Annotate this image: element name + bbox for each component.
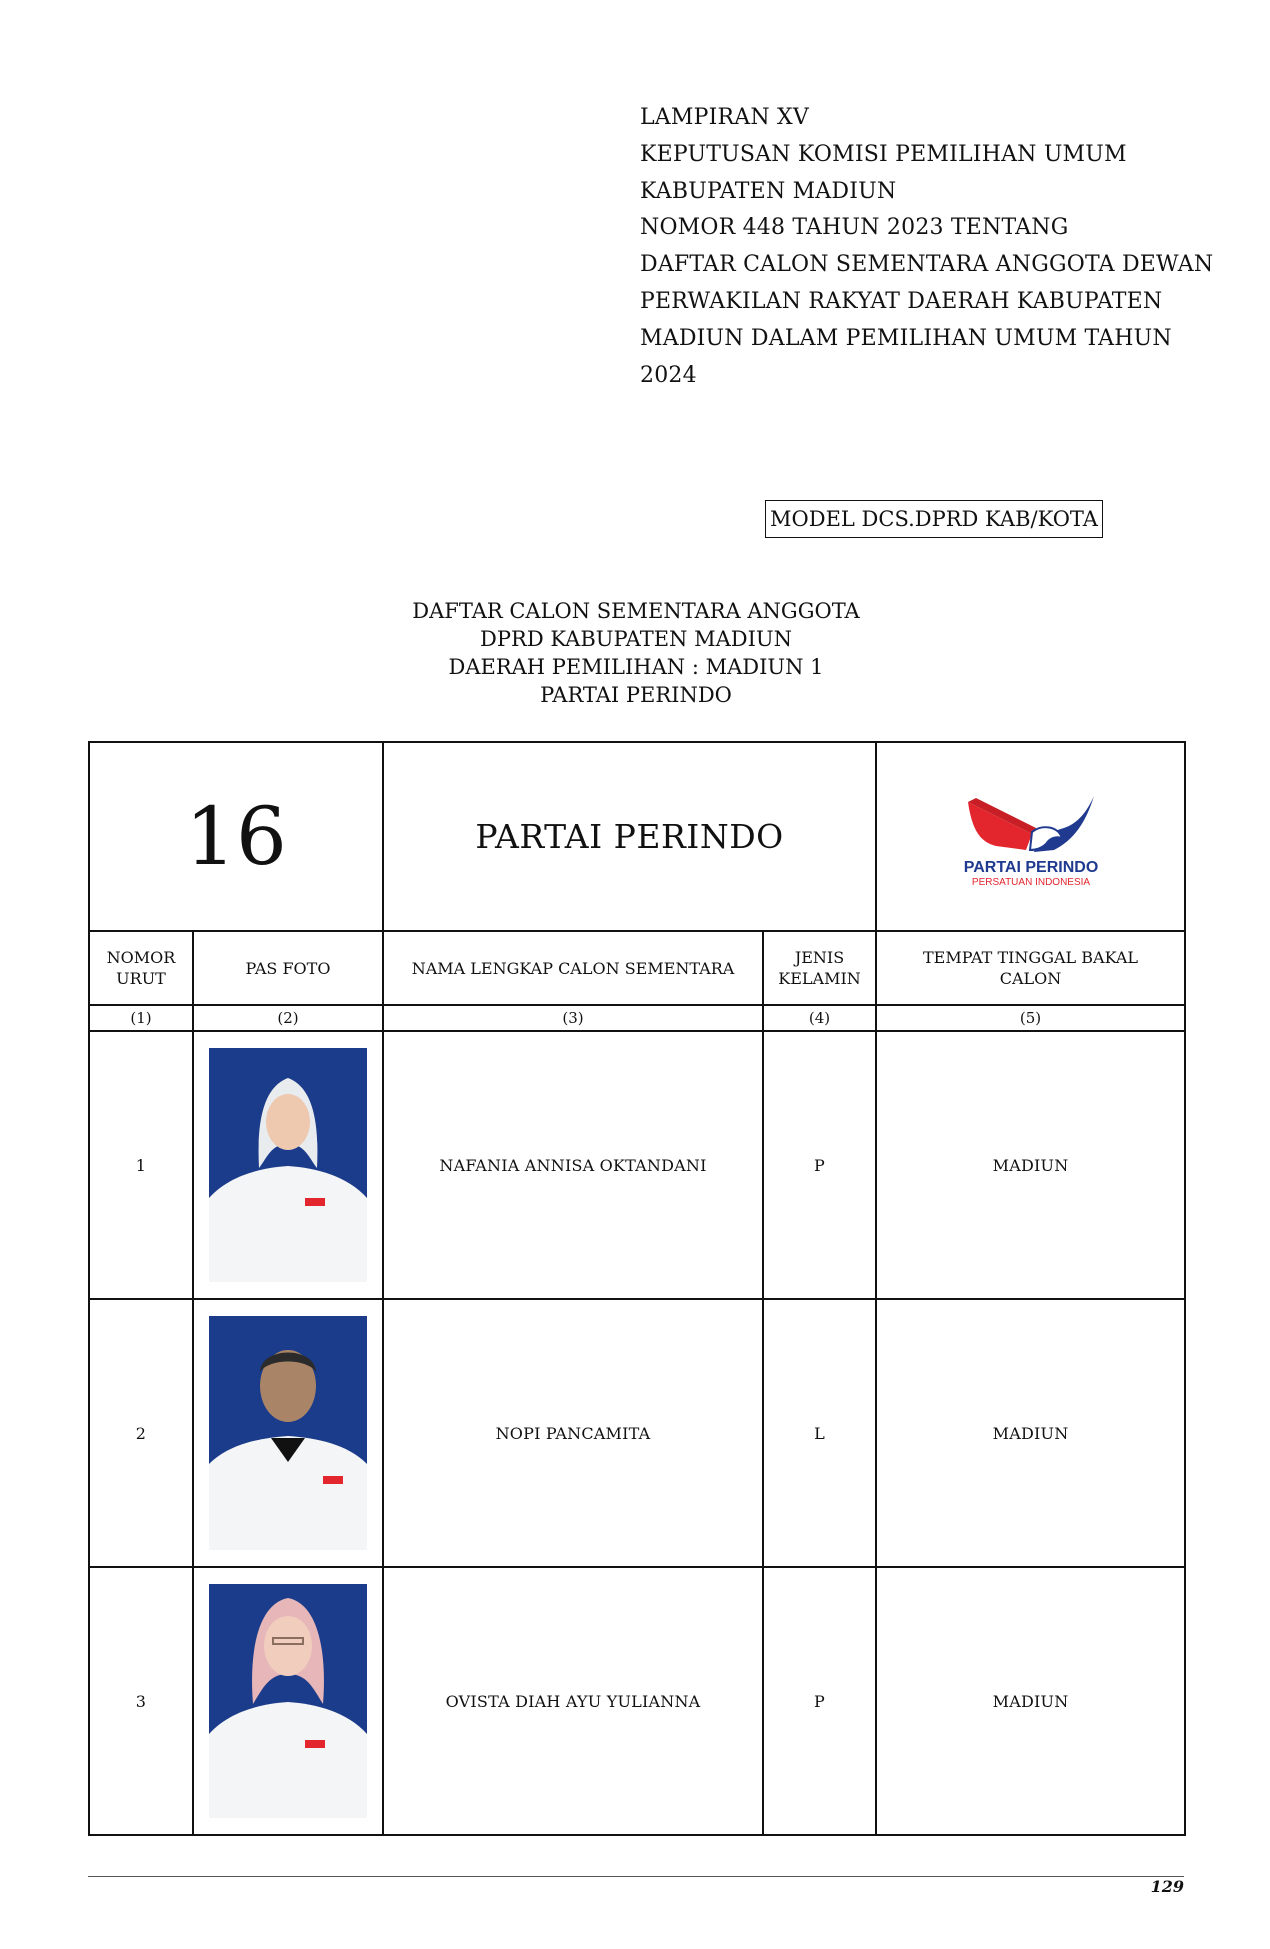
column-number: (2) — [193, 1005, 383, 1031]
table-row — [89, 1567, 1185, 1835]
annex-line: 2024 — [640, 362, 697, 388]
document-title — [300, 597, 972, 709]
table-row — [89, 1299, 1185, 1567]
title-line: DAFTAR CALON SEMENTARA ANGGOTA — [412, 599, 860, 623]
candidate-gender: P — [763, 1567, 876, 1835]
candidate-name: NOPI PANCAMITA — [383, 1299, 763, 1567]
logo-name-text: PARTAI PERINDO — [963, 858, 1098, 876]
annex-line: NOMOR 448 TAHUN 2023 TENTANG — [640, 215, 1069, 241]
party-header-row — [89, 742, 1185, 931]
photo-cell — [193, 1299, 383, 1567]
party-logo — [946, 782, 1116, 892]
header-text: JENIS — [794, 948, 845, 967]
row-number: 1 — [89, 1031, 193, 1299]
header-text: KELAMIN — [778, 969, 861, 988]
candidate-residence: MADIUN — [876, 1031, 1185, 1299]
candidate-photo — [209, 1584, 367, 1818]
row-number: 3 — [89, 1567, 193, 1835]
title-line: PARTAI PERINDO — [540, 683, 732, 707]
column-number: (5) — [876, 1005, 1185, 1031]
party-number-cell — [89, 742, 383, 931]
header-nomor-urut — [89, 931, 193, 1005]
footer-divider — [88, 1876, 1184, 1877]
header-text: TEMPAT TINGGAL BAKAL — [922, 948, 1139, 967]
title-line: DPRD KABUPATEN MADIUN — [480, 627, 792, 651]
row-number: 2 — [89, 1299, 193, 1567]
header-pas-foto: PAS FOTO — [193, 931, 383, 1005]
header-text: CALON — [999, 969, 1062, 988]
column-number: (3) — [383, 1005, 763, 1031]
candidate-table — [88, 741, 1186, 1836]
annex-line: DAFTAR CALON SEMENTARA ANGGOTA DEWAN — [640, 252, 1214, 278]
annex-line: LAMPIRAN XV — [640, 105, 809, 130]
party-logo-cell — [876, 742, 1185, 931]
candidate-residence: MADIUN — [876, 1567, 1185, 1835]
header-jenis-kelamin — [763, 931, 876, 1005]
table-row — [89, 1031, 1185, 1299]
candidate-name: NAFANIA ANNISA OKTANDANI — [383, 1031, 763, 1299]
photo-cell — [193, 1031, 383, 1299]
model-label-box: MODEL DCS.DPRD KAB/KOTA — [765, 500, 1103, 538]
annex-line: MADIUN DALAM PEMILIHAN UMUM TAHUN — [640, 325, 1172, 351]
candidate-gender: L — [763, 1299, 876, 1567]
header-text: URUT — [116, 969, 166, 988]
photo-cell — [193, 1567, 383, 1835]
party-name-cell — [383, 742, 876, 931]
column-number-row — [89, 1005, 1185, 1031]
candidate-photo — [209, 1316, 367, 1550]
column-header-row — [89, 931, 1185, 1005]
annex-header — [640, 100, 1240, 394]
annex-line: KABUPATEN MADIUN — [640, 178, 897, 204]
header-tempat-tinggal — [876, 931, 1185, 1005]
candidate-name: OVISTA DIAH AYU YULIANNA — [383, 1567, 763, 1835]
party-number: 16 — [185, 789, 287, 883]
candidate-gender: P — [763, 1031, 876, 1299]
column-number: (1) — [89, 1005, 193, 1031]
candidate-photo — [209, 1048, 367, 1282]
logo-tagline: PERSATUAN INDONESIA — [971, 876, 1090, 888]
column-number: (4) — [763, 1005, 876, 1031]
candidate-residence: MADIUN — [876, 1299, 1185, 1567]
party-name: PARTAI PERINDO — [475, 817, 784, 856]
annex-line: KEPUTUSAN KOMISI PEMILIHAN UMUM — [640, 141, 1127, 167]
page-number: 129 — [1150, 1877, 1184, 1896]
annex-line: PERWAKILAN RAKYAT DAERAH KABUPATEN — [640, 288, 1163, 314]
header-nama: NAMA LENGKAP CALON SEMENTARA — [383, 931, 763, 1005]
header-text: NOMOR — [106, 948, 176, 967]
title-line: DAERAH PEMILIHAN : MADIUN 1 — [448, 655, 824, 679]
